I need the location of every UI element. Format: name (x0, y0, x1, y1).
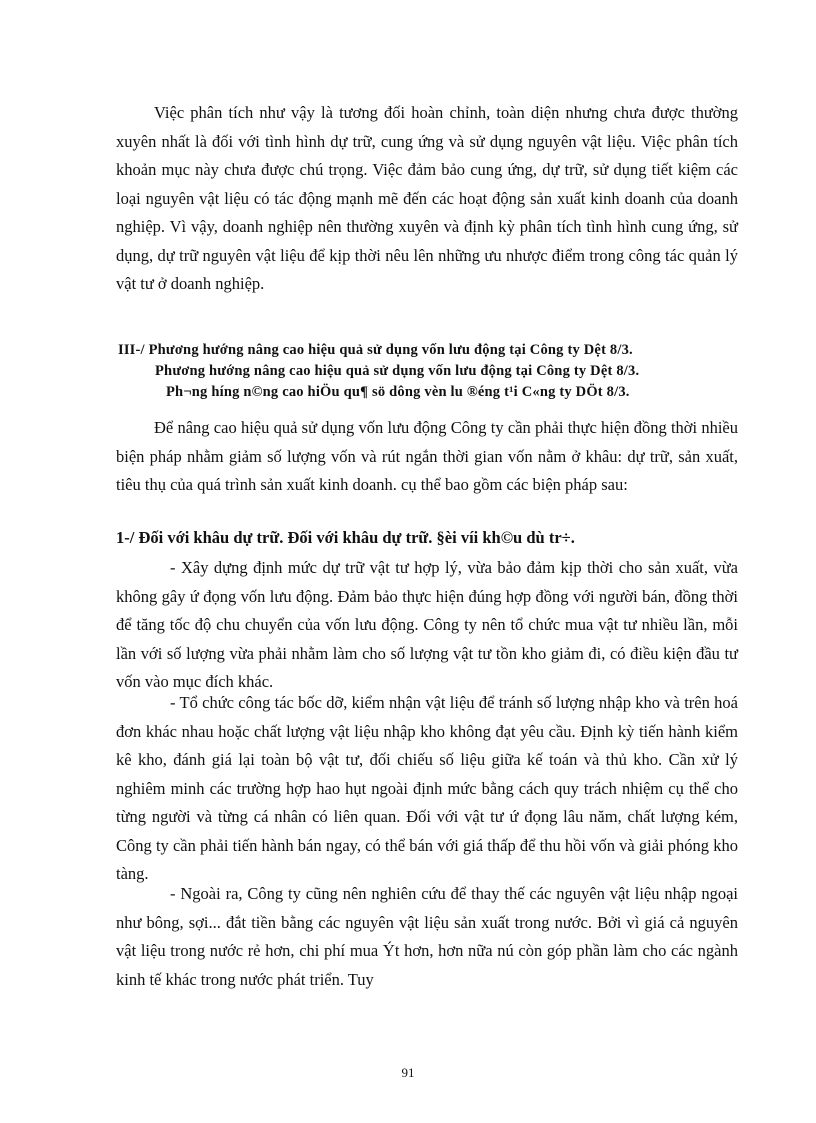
paragraph-inventory-control: - Tổ chức công tác bốc dỡ, kiểm nhận vật liệu để tránh số lượng nhập kho và trên hoá đơn khác nhau hoặc chất lượng vật liệu nhập kho không đạt yêu cầu. Định kỳ tiến hành kiểm kê kho, đánh giá lại toàn bộ vật tư, đối chiếu số liệu giữa kế toán và thủ kho. Cần xử lý nghiêm minh các trường hợp hao hụt ngoài định mức bằng cách quy trách nhiệm cụ thể cho từng người và từng cá nhân có liên quan. Đối với vật tư ứ đọng lâu năm, chất lượng kém, Công ty cần phải tiến hành bán ngay, có thể bán với giá thấp để thu hồi vốn và giải phóng kho tàng. (116, 693, 738, 883)
paragraph-analysis: Việc phân tích như vậy là tương đối hoàn chỉnh, toàn diện nhưng chưa được thường xuyên nhất là đối với tình hình dự trữ, cung ứng và sử dụng nguyên vật liệu. Việc phân tích khoản mục này chưa được chú trọng. Việc đảm bảo cung ứng, dự trữ, sử dụng tiết kiệm các loại nguyên vật liệu có tác động mạnh mẽ đến các hoạt động sản xuất kinh doanh của doanh nghiệp. Vì vậy, doanh nghiệp nên thường xuyên và định kỳ phân tích tình hình cung ứng, sử dụng, dự trữ nguyên vật liệu để kịp thời nêu lên những ưu nhược điểm trong công tác quản lý vật tư ở doanh nghiệp. (116, 103, 738, 293)
paragraph-intro-measures: Để nâng cao hiệu quả sử dụng vốn lưu động Công ty cần phải thực hiện đồng thời nhiều biện pháp nhằm giảm số lượng vốn và rút ngắn thời gian vốn nằm ở khâu: dự trữ, sản xuất, tiêu thụ của quá trình sản xuất kinh doanh. cụ thể bao gồm các biện pháp sau: (116, 418, 738, 494)
section-heading-line-3: Ph¬ng híng n©ng cao hiÖu qu¶ sö dông vèn lu ®éng t¹i C«ng ty DÖt 8/3. (166, 384, 630, 400)
subheading-reserve-stage: 1-/ Đối với khâu dự trữ. Đối với khâu dự trữ. §èi víi kh©u dù tr÷. (116, 528, 575, 547)
paragraph-reserve-norms: - Xây dựng định mức dự trữ vật tư hợp lý, vừa bảo đảm kịp thời cho sản xuất, vừa không gây ứ đọng vốn lưu động. Đảm bảo thực hiện đúng hợp đồng với người bán, đồng thời để tăng tốc độ chu chuyển của vốn lưu động. Công ty nên tổ chức mua vật tư nhiều lần, mỗi lần với số lượng vừa phải nhằm làm cho số lượng vật tư tồn kho giảm đi, có điều kiện đầu tư vốn vào mục đích khác. (116, 558, 738, 691)
section-heading (118, 340, 748, 403)
section-heading-line-1: III-/ Phương hướng nâng cao hiệu quả sử dụng vốn lưu động tại Công ty Dệt 8/3. (118, 342, 633, 358)
paragraph-material-substitution: - Ngoài ra, Công ty cũng nên nghiên cứu để thay thế các nguyên vật liệu nhập ngoại như bông, sợi... đắt tiền bằng các nguyên vật liệu sản xuất trong nước. Bởi vì giá cả nguyên vật liệu trong nước rẻ hơn, chi phí mua Ýt hơn, hơn nữa nú còn góp phần làm cho các ngành kinh tế khác trong nước phát triển. Tuy (116, 884, 738, 989)
page-number: 91 (401, 1065, 415, 1080)
section-heading-line-2: Phương hướng nâng cao hiệu quả sử dụng vốn lưu động tại Công ty Dệt 8/3. (155, 363, 640, 379)
